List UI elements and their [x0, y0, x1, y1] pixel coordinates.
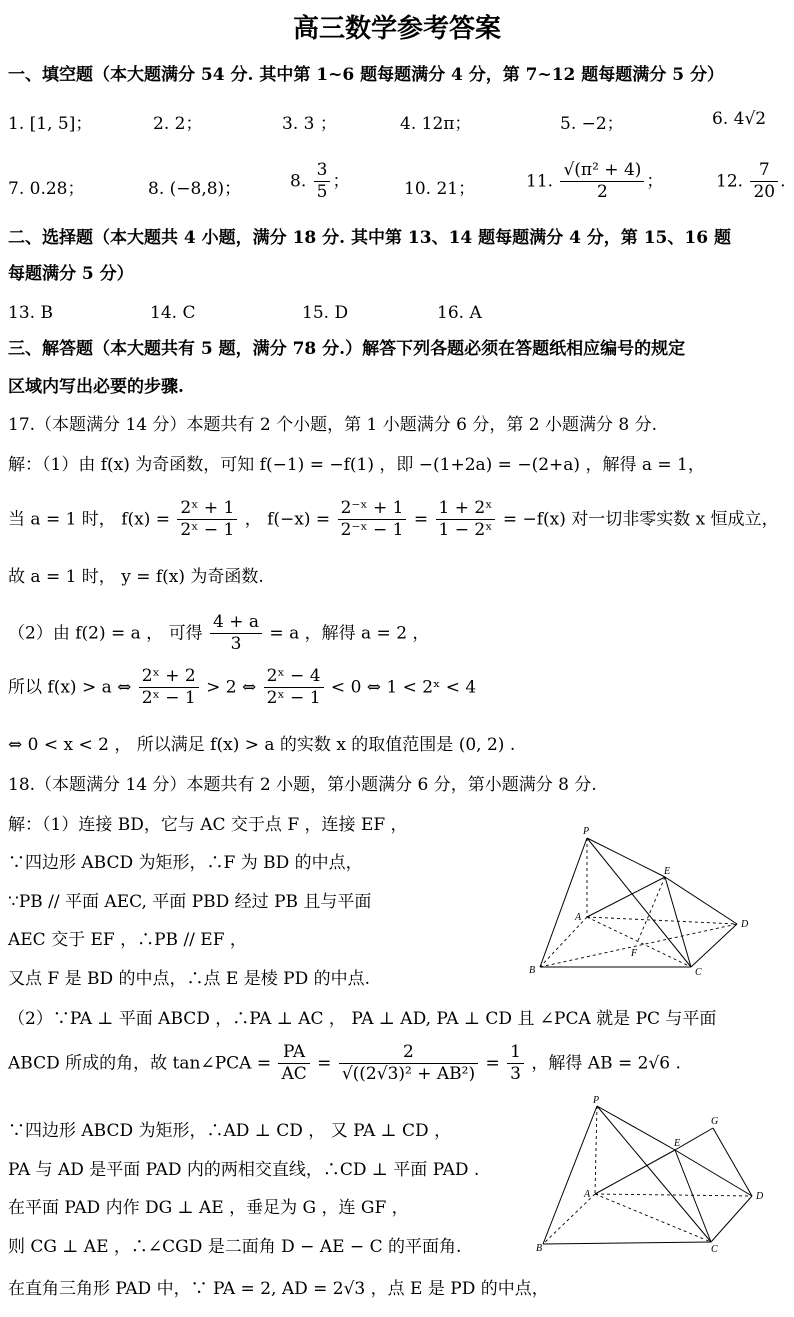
q17-intro: 17.（本题满分 14 分）本题共有 2 个小题，第 1 小题满分 6 分，第 2 小题满分 8 分.: [8, 415, 657, 435]
answer-8: 8. (−8,8)；: [148, 179, 242, 199]
q18-line: PA 与 AD 是平面 PAD 内的两相交直线，∴CD ⊥ 平面 PAD .: [8, 1160, 480, 1180]
q17-line: 解：（1）由 f(x) 为奇函数，可知 f(−1) = −f(1) ，即 −(1+2a) = −(2+a) ，解得 a = 1，: [8, 455, 705, 475]
answer-10: 10. 21；: [404, 179, 476, 199]
section3-heading: 三、解答题（本大题共有 5 题，满分 78 分.）解答下列各题必须在答题纸相应编号的规定: [8, 339, 686, 359]
fraction: $\frac{4 + a}{3}$: [210, 612, 262, 656]
label-f: F: [631, 948, 638, 959]
answer-1: 1. [1, 5]；: [8, 114, 93, 134]
label-c: C: [711, 1244, 718, 1255]
q18-line: 则 CG ⊥ AE ，∴∠CGD 是二面角 D − AE − C 的平面角.: [8, 1237, 462, 1257]
answer-7: 7. 0.28；: [8, 179, 85, 199]
q17-line: 故 a = 1 时， y = f(x) 为奇函数.: [8, 567, 264, 587]
answer-4: 4. 12π；: [400, 114, 472, 134]
label-d: D: [741, 919, 749, 930]
fraction: $\frac{1}{3}$: [507, 1042, 524, 1086]
q17-line: 所以 f(x) > a ⇔ $\frac{\text{2ˣ + 2}}{\text{2ˣ − 1}}$ > 2 ⇔ $\frac{\text{2ˣ − 4}}{\text{2ˣ − 1}}$ < 0 ⇔ 1 < 2ˣ < 4: [8, 666, 477, 709]
section3-heading-cont: 区域内写出必要的步骤.: [8, 377, 184, 397]
q18-line: ∵四边形 ABCD 为矩形，∴AD ⊥ CD ， 又 PA ⊥ CD ，: [8, 1121, 452, 1141]
label-a: A: [575, 912, 582, 923]
q18-line: 解：（1）连接 BD，它与 AC 交于点 F ，连接 EF ，: [8, 815, 408, 835]
fraction: $\frac{\text{2ˣ − 4}}{\text{2ˣ − 1}}$: [264, 666, 324, 710]
answer-16: 16. A: [437, 303, 482, 323]
fraction: $\frac{\text{2ˣ + 1}}{\text{2ˣ − 1}}$: [177, 498, 237, 542]
fraction: $\frac{PA}{AC}$: [278, 1042, 309, 1086]
q17-line: （2）由 f(2) = a ， 可得 $\frac{4 + a}{3}$ = a ，解得 a = 2 ，: [8, 612, 430, 655]
fraction: $\frac{7}{20}$: [750, 160, 778, 204]
label-p: P: [583, 826, 590, 837]
label-b: B: [536, 1243, 543, 1254]
answer-11: 11. $\frac{\text{√(π² + 4)}}{2}$ ；: [526, 160, 664, 203]
label-p: P: [593, 1095, 600, 1106]
q18-line: ∵PB // 平面 AEC, 平面 PBD 经过 PB 且与平面: [8, 892, 372, 912]
label-g: G: [711, 1116, 719, 1127]
q17-line: ⇔ 0 < x < 2 ， 所以满足 f(x) > a 的实数 x 的取值范围是 (0, 2) .: [8, 735, 516, 755]
q18-intro: 18.（本题满分 14 分）本题共有 2 小题，第小题满分 6 分，第小题满分 8 分.: [8, 775, 597, 795]
section2-heading: 二、选择题（本大题共 4 小题，满分 18 分. 其中第 13、14 题每题满分 4 分，第 15、16 题: [8, 228, 731, 248]
pyramid-figure-2: [535, 1092, 775, 1260]
fraction: $\frac{\text{1 + 2ˣ}}{\text{1 − 2ˣ}}$: [436, 498, 496, 542]
label-d: D: [756, 1191, 764, 1202]
answer-14: 14. C: [150, 303, 196, 323]
answer-15: 15. D: [302, 303, 349, 323]
answer-13: 13. B: [8, 303, 53, 323]
fraction: $\frac{\text{2ˣ + 2}}{\text{2ˣ − 1}}$: [139, 666, 199, 710]
q18-line: （2）∵PA ⊥ 平面 ABCD ，∴PA ⊥ AC ， PA ⊥ AD, PA ⊥ CD 且 ∠PCA 就是 PC 与平面: [8, 1009, 717, 1029]
fraction: $\frac{2}{\text{√((2√3)² + AB²)}}$: [339, 1042, 478, 1086]
answer-9: 8. $\frac{3}{5}$ ；: [290, 160, 350, 203]
page-title: 高三数学参考答案: [292, 14, 501, 44]
q18-line: 在平面 PAD 内作 DG ⊥ AE ，垂足为 G ，连 GF ，: [8, 1198, 409, 1218]
q17-line: 当 a = 1 时， f(x) = $\frac{\text{2ˣ + 1}}{\text{2ˣ − 1}}$ ， f(−x) = $\frac{\text{2⁻ˣ + 1}}{\text{2⁻ˣ − 1}}$ = $\frac{\text{1 + 2ˣ}}{\text{1 − 2ˣ}}$ = −f(x) 对一切非零实数 x 恒成立，: [8, 498, 779, 541]
label-b: B: [529, 965, 536, 976]
label-e: E: [674, 1138, 681, 1149]
label-a: A: [584, 1189, 591, 1200]
q18-line: AEC 交于 EF ，∴PB // EF ，: [8, 930, 247, 950]
q18-line: 又点 F 是 BD 的中点，∴点 E 是棱 PD 的中点.: [8, 969, 371, 989]
q18-line: ∵四边形 ABCD 为矩形，∴F 为 BD 的中点，: [8, 853, 363, 873]
answer-3: 3. 3 ；: [282, 114, 337, 134]
section1-heading: 一、填空题（本大题满分 54 分. 其中第 1~6 题每题满分 4 分，第 7~12 题每题满分 5 分）: [8, 65, 724, 85]
answer-6: 6. 4√2: [712, 109, 767, 129]
answer-12: 12. $\frac{7}{20}$ .: [716, 160, 786, 203]
q18-line: ABCD 所成的角，故 tan∠PCA = $\frac{PA}{AC}$ = $\frac{2}{\text{√((2√3)² + AB²)}}$ = $\frac{1}{3}$ ，解得 AB = 2√6 .: [8, 1042, 681, 1085]
answer-5: 5. −2；: [560, 114, 624, 134]
answer-2: 2. 2；: [153, 114, 203, 134]
fraction: $\frac{\text{2⁻ˣ + 1}}{\text{2⁻ˣ − 1}}$: [338, 498, 407, 542]
label-e: E: [664, 866, 671, 877]
fraction: $\frac{\text{√(π² + 4)}}{2}$: [560, 160, 644, 204]
pyramid-figure-1: [525, 822, 755, 982]
section2-heading-cont: 每题满分 5 分）: [8, 264, 134, 284]
label-c: C: [695, 967, 702, 978]
fraction: $\frac{3}{5}$: [314, 160, 331, 204]
q18-line: 在直角三角形 PAD 中，∵ PA = 2, AD = 2√3 ，点 E 是 PD 的中点，: [8, 1279, 549, 1299]
